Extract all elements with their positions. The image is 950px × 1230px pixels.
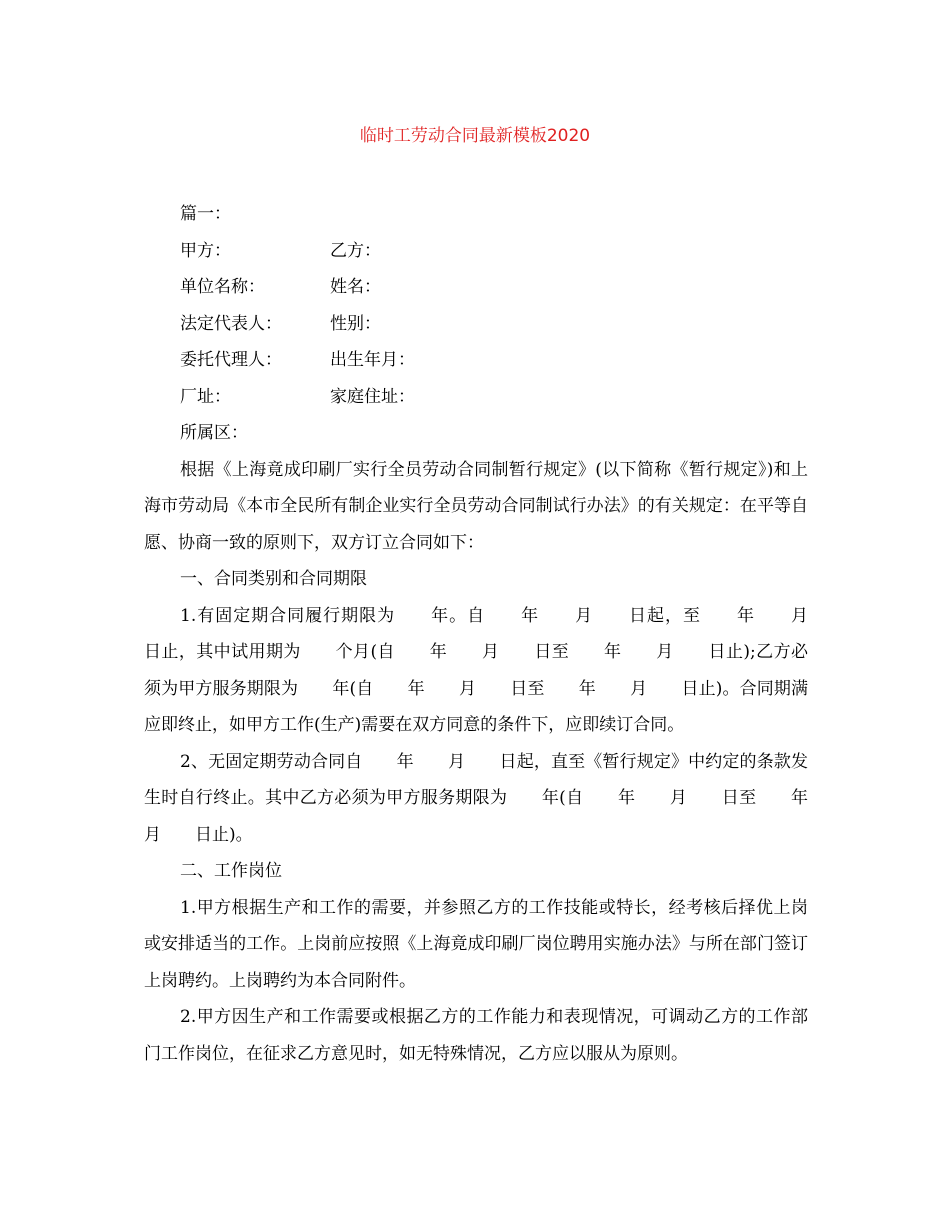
party-row — [144, 379, 808, 416]
clause-2-2: 2.甲方因生产和工作需要或根据乙方的工作能力和表现情况，可调动乙方的工作部门工作岗位，在征求乙方意见时，如无特殊情况，乙方应以服从为原则。 — [144, 1007, 808, 1064]
section-label: 篇一： — [180, 204, 231, 224]
party-left: 法定代表人： — [180, 313, 282, 334]
party-right: 家庭住址： — [330, 386, 415, 407]
party-right: 乙方： — [330, 240, 381, 261]
party-row — [144, 233, 808, 270]
party-row — [144, 269, 808, 306]
party-right: 性别： — [330, 313, 381, 334]
section-heading-1: 一、合同类别和合同期限 — [180, 569, 367, 589]
district-label: 所属区： — [180, 423, 248, 443]
clause-1-2: 2、无固定期劳动合同自 年 月 日起，直至《暂行规定》中约定的条款发生时自行终止。其中乙方必须为甲方服务期限为 年(自 年 月 日至 年 月 日止)。 — [144, 751, 842, 845]
party-left: 甲方： — [180, 240, 231, 261]
party-right: 姓名： — [330, 277, 381, 297]
section-heading-2: 二、工作岗位 — [180, 861, 282, 881]
party-row — [144, 342, 808, 379]
party-left: 委托代理人： — [180, 350, 282, 370]
clause-2-1: 1.甲方根据生产和工作的需要，并参照乙方的工作技能或特长，经考核后择优上岗或安排适当的工作。上岗前应按照《上海竟成印刷厂岗位聘用实施办法》与所在部门签订上岗聘约。上岗聘约为本合同附件。 — [144, 897, 808, 991]
clause-1-1: 1.有固定期合同履行期限为 年。自 年 月 日起，至 年 月 日止，其中试用期为 个月(自 年 月 日至 年 月 日止);乙方必须为甲方服务期限为 年(自 年 月 日至 年 月 日止)。合同期满应即终止，如甲方工作(生产)需要在双方同意的条件下，应即续订合同。 — [144, 605, 842, 735]
intro-paragraph: 根据《上海竟成印刷厂实行全员劳动合同制暂行规定》(以下简称《暂行规定》)和上海市劳动局《本市全民所有制企业实行全员劳动合同制试行办法》的有关规定：在平等自愿、协商一致的原则下，双方订立合同如下： — [144, 459, 808, 553]
document-body — [144, 196, 842, 1072]
party-left: 厂址： — [180, 386, 231, 407]
party-left: 单位名称： — [180, 277, 265, 297]
document-title: 临时工劳动合同最新模板2020 — [359, 126, 591, 146]
party-row — [144, 306, 808, 343]
party-right: 出生年月： — [330, 350, 415, 370]
